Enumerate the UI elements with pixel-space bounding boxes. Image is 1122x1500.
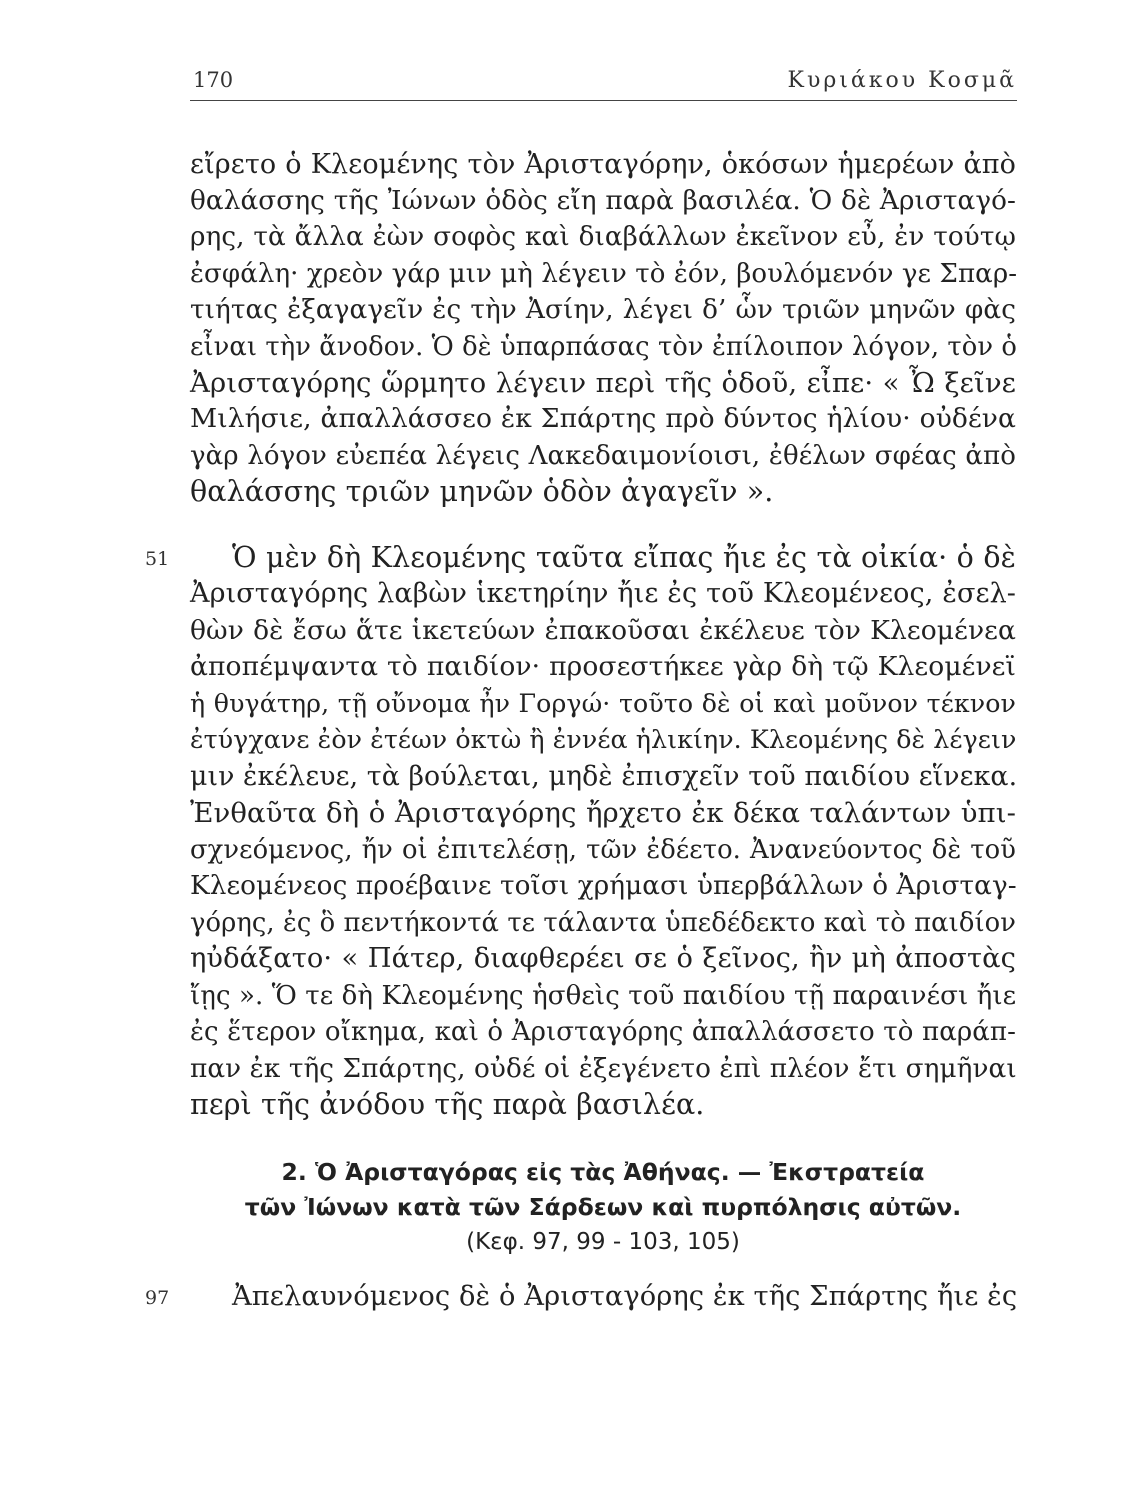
page-number: 170 (193, 68, 234, 92)
text-line: γὰρ λόγον εὐεπέα λέγεις Λακεδαιμονίοισι, ἐθέλων σφέας ἀπὸ (190, 441, 1016, 471)
text-line: θαλάσσης τῆς Ἰώνων ὁδὸς εἴη παρὰ βασιλέα. Ὁ δὲ Ἀρισταγό- (190, 186, 1016, 216)
text-line: Ἐνθαῦτα δὴ ὁ Ἀρισταγόρης ἤρχετο ἐκ δέκα ταλάντων ὑπι- (190, 797, 1016, 829)
text-line: Μιλήσιε, ἀπαλλάσσεο ἐκ Σπάρτης πρὸ δύντος ἡλίου· οὐδένα (190, 403, 1016, 434)
text-line: θαλάσσης τριῶν μηνῶν ὁδὸν ἀγαγεῖν ». (190, 475, 774, 508)
text-line-indented: Ὁ μὲν δὴ Κλεομένης ταῦτα εἴπας ἤιε ἐς τὰ οἰκία· ὁ δὲ (232, 541, 1016, 574)
text-line: σχνεόμενος, ἤν οἱ ἐπιτελέσῃ, τῶν ἐδέετο. Ἀνανεύοντος δὲ τοῦ (190, 835, 1016, 865)
text-line: ἴῃς ». Ὅ τε δὴ Κλεομένης ἡσθεὶς τοῦ παιδίου τῇ παραινέσι ἤιε (190, 981, 1017, 1011)
text-line: ἐσφάλη· χρεὸν γάρ μιν μὴ λέγειν τὸ ἐόν, βουλόμενόν γε Σπαρ- (190, 259, 1018, 289)
text-line: ἡ θυγάτηρ, τῇ οὔνομα ἦν Γοργώ· τοῦτο δὲ οἱ καὶ μοῦνον τέκνον (190, 689, 1016, 718)
header-rule (190, 100, 1017, 101)
running-head: Κυριάκου Κοσμᾶ (787, 68, 1017, 93)
chapter-reference: (Κεφ. 97, 99 - 103, 105) (466, 1229, 740, 1255)
section-heading: 2. Ὁ Ἀρισταγόρας εἰς τὰς Ἀθήνας. — Ἐκστρατεία (281, 1158, 925, 1186)
text-line: ἐτύγχανε ἐὸν ἐτέων ὀκτὼ ἢ ἐννέα ἡλικίην. Κλεομένης δὲ λέγειν (190, 725, 1017, 754)
text-line: εἶναι τὴν ἄνοδον. Ὁ δὲ ὑπαρπάσας τὸν ἐπίλοιπον λόγον, τὸν ὁ (190, 332, 1017, 362)
margin-section-number: 51 (145, 548, 170, 570)
text-line: γόρης, ἐς ὃ πεντήκοντά τε τάλαντα ὑπεδέδεκτο καὶ τὸ παιδίον (190, 908, 1017, 938)
margin-section-number: 97 (145, 1287, 170, 1309)
text-line: θὼν δὲ ἔσω ἅτε ἱκετεύων ἐπακοῦσαι ἐκέλευε τὸν Κλεομένεα (190, 615, 1016, 646)
text-line-indented: Ἀπελαυνόμενος δὲ ὁ Ἀρισταγόρης ἐκ τῆς Σπάρτης ἤιε ἐς (232, 1281, 1018, 1312)
text-line: εἴρετο ὁ Κλεομένης τὸν Ἀρισταγόρην, ὁκόσων ἡμερέων ἀπὸ (190, 149, 1016, 180)
text-line: παν ἐκ τῆς Σπάρτης, οὐδέ οἱ ἐξεγένετο ἐπὶ πλέον ἔτι σημῆναι (190, 1054, 1017, 1084)
text-line: περὶ τῆς ἀνόδου τῆς παρὰ βασιλέα. (190, 1088, 705, 1121)
text-line: τιήτας ἐξαγαγεῖν ἐς τὴν Ἀσίην, λέγει δ’ ὧν τριῶν μηνῶν φὰς (190, 295, 1016, 325)
text-line: ἐς ἕτερον οἴκημα, καὶ ὁ Ἀρισταγόρης ἀπαλλάσσετο τὸ παράπ- (190, 1017, 1016, 1047)
text-line: Κλεομένεος προέβαινε τοῖσι χρήμασι ὑπερβάλλων ὁ Ἀρισταγ- (190, 871, 1017, 901)
text-line: ἀποπέμψαντα τὸ παιδίον· προσεστήκεε γὰρ δὴ τῷ Κλεομένεϊ (190, 651, 1016, 682)
text-line: Ἀρισταγόρης λαβὼν ἱκετηρίην ἤιε ἐς τοῦ Κλεομένεος, ἐσελ- (190, 578, 1016, 609)
section-heading: τῶν Ἰώνων κατὰ τῶν Σάρδεων καὶ πυρπόλησις αὐτῶν. (244, 1193, 962, 1221)
text-line: Ἀρισταγόρης ὥρμητο λέγειν περὶ τῆς ὁδοῦ, εἶπε· « Ὦ ξεῖνε (190, 367, 1016, 399)
text-line: μιν ἐκέλευε, τὰ βούλεται, μηδὲ ἐπισχεῖν τοῦ παιδίου εἵνεκα. (190, 761, 1018, 792)
text-line: ρης, τὰ ἄλλα ἐὼν σοφὸς καὶ διαβάλλων ἐκεῖνον εὖ, ἐν τούτῳ (190, 222, 1016, 252)
text-line: ηὐδάξατο· « Πάτερ, διαφθερέει σε ὁ ξεῖνος, ἢν μὴ ἀποστὰς (190, 943, 1016, 974)
